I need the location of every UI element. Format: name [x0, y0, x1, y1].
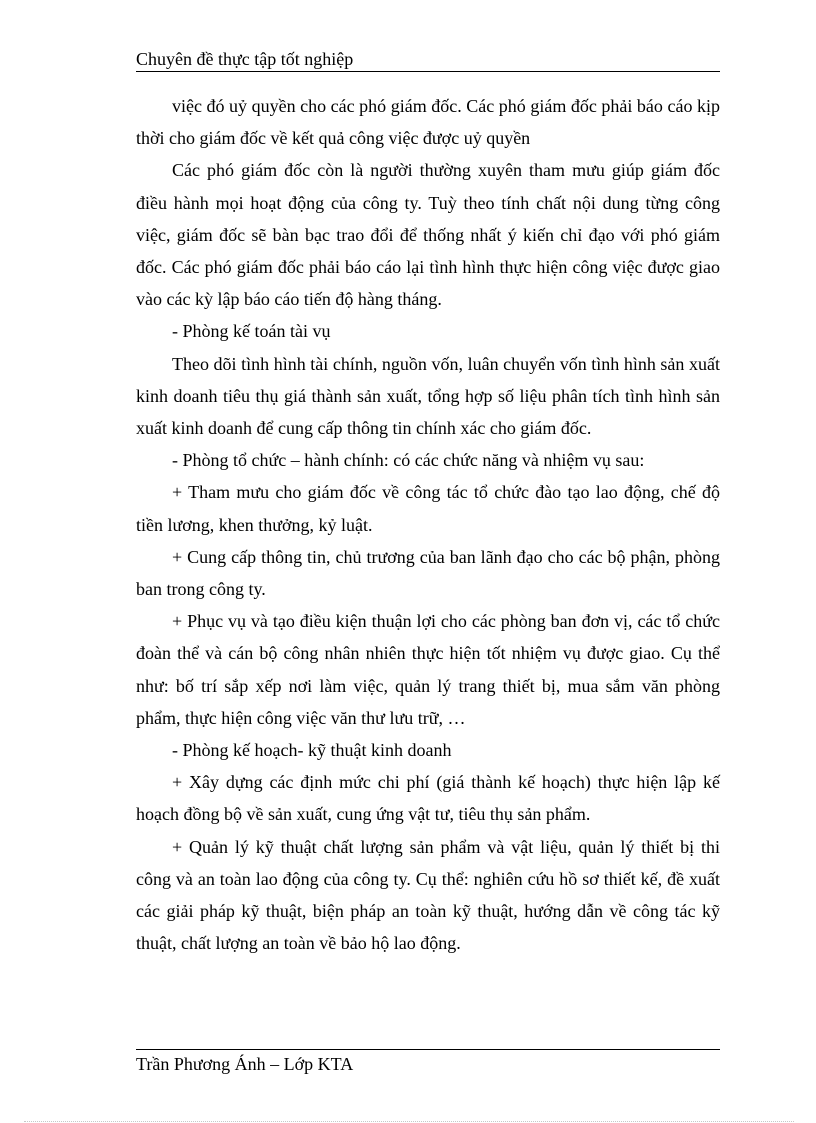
body-paragraph: Theo dõi tình hình tài chính, nguồn vốn, luân chuyển vốn tình hình sản xuất kinh doanh tiêu thụ giá thành sản xuất, tổng hợp số liệu phân tích tình hình sản xuất kinh doanh để cung cấp thông tin chính xác cho giám đốc. [136, 353, 720, 439]
list-item: + Cung cấp thông tin, chủ trương của ban lãnh đạo cho các bộ phận, phòng ban trong công ty. [136, 546, 720, 600]
header-divider [136, 71, 720, 72]
list-item: + Tham mưu cho giám đốc về công tác tổ chức đào tạo lao động, chế độ tiền lương, khen thưởng, kỷ luật. [136, 482, 720, 535]
footer-divider [136, 1049, 720, 1050]
list-item: + Quản lý kỹ thuật chất lượng sản phẩm và vật liệu, quản lý thiết bị thi công và an toàn lao động của công ty. Cụ thể: nghiên cứu hồ sơ thiết kế, đề xuất các giải pháp kỹ thuật, biện pháp an toàn kỹ thuật, hướng dẫn về công tác kỹ thuật, chất lượng an toàn về bảo hộ lao động. [136, 836, 720, 954]
body-paragraph: việc đó uỷ quyền cho các phó giám đốc. Các phó giám đốc phải báo cáo kịp thời cho giám đốc về kết quả công việc được uỷ quyền [136, 96, 720, 149]
section-heading-planning: - Phòng kế hoạch- kỹ thuật kinh doanh [172, 740, 452, 761]
page-bottom-edge [24, 1121, 794, 1122]
list-item: + Xây dựng các định mức chi phí (giá thành kế hoạch) thực hiện lập kế hoạch đồng bộ về sản xuất, cung ứng vật tư, tiêu thụ sản phẩm. [136, 772, 720, 825]
page-header-title: Chuyên đề thực tập tốt nghiệp [136, 49, 354, 69]
page-footer-author: Trần Phương Ánh – Lớp KTA [136, 1054, 354, 1074]
body-paragraph: Các phó giám đốc còn là người thường xuyên tham mưu giúp giám đốc điều hành mọi hoạt động của công ty. Tuỳ theo tính chất nội dung từng công việc, giám đốc sẽ bàn bạc trao đổi để thống nhất ý kiến chỉ đạo với phó giám đốc. Các phó giám đốc phải báo cáo lại tình hình thực hiện công việc được giao vào các kỳ lập báo cáo tiến độ hàng tháng. [136, 160, 720, 310]
section-heading-accounting: - Phòng kế toán tài vụ [172, 321, 331, 342]
list-item: + Phục vụ và tạo điều kiện thuận lợi cho các phòng ban đơn vị, các tổ chức đoàn thể và cán bộ công nhân nhiên thực hiện tốt nhiệm vụ được giao. Cụ thể như: bố trí sắp xếp nơi làm việc, quản lý trang thiết bị, mua sắm văn phòng phẩm, thực hiện công việc văn thư lưu trữ, … [136, 611, 720, 728]
document-body [136, 90, 720, 959]
section-heading-administration: - Phòng tổ chức – hành chính: có các chức năng và nhiệm vụ sau: [172, 450, 645, 471]
